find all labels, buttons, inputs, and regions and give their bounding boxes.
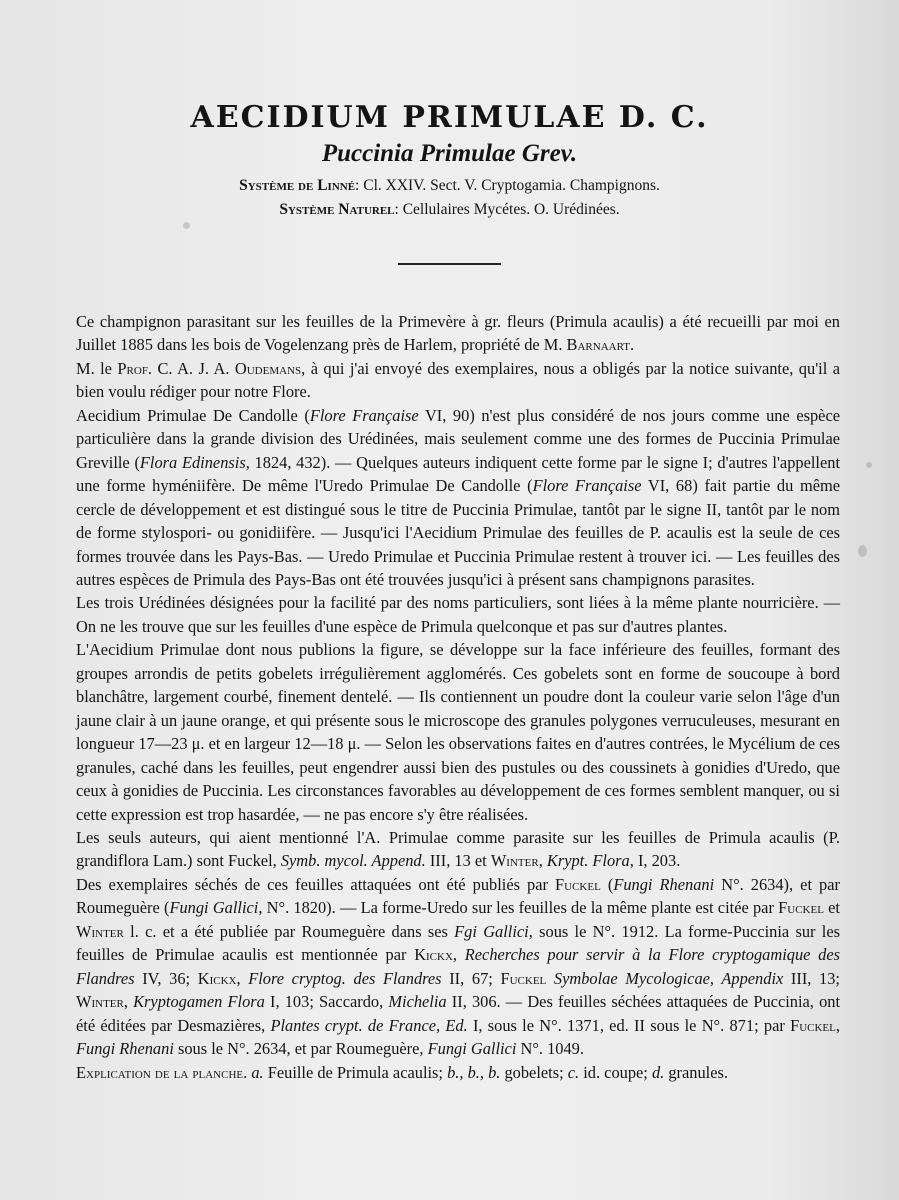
text-run: et <box>823 898 840 918</box>
text-run: Flore Française <box>309 405 419 425</box>
text-run: Fuckel <box>555 874 601 894</box>
text-run: Kickx <box>414 945 453 965</box>
text-run <box>546 969 554 988</box>
text-run: , sous le N°. 1912. La forme-Puccinia sur les feuilles de Primulae acaulis est mentionnée par <box>76 921 840 965</box>
paragraph <box>76 310 840 357</box>
text-run: , <box>835 1015 840 1035</box>
text-run: Fuckel <box>778 898 824 918</box>
text-run: Flora Edinensis <box>139 452 246 472</box>
text-run: granules. <box>664 1062 728 1082</box>
text-run: IV, 36; <box>134 968 198 988</box>
text-run: Kryptogamen Flora <box>133 992 265 1012</box>
text-run: d. <box>651 1062 665 1082</box>
text-run: c. <box>567 1062 580 1082</box>
paper-spot <box>183 222 190 229</box>
text-run: Fgi Gallici <box>454 921 529 941</box>
text-run: gobelets; <box>500 1062 568 1082</box>
naturel-value: : Cellulaires Mycétes. O. Urédinées. <box>394 201 620 218</box>
text-run: Fungi Rhenani <box>613 874 715 894</box>
text-run: , 1824, 432). — Quelques auteurs indiquent cette forme par le signe I; d'autres l'appellent une forme hyméniifère. De même l'Uredo Primulae De Candolle ( <box>76 452 840 496</box>
text-run: Recherches pour servir à la Flore cryptogamique des Flandres <box>76 945 840 988</box>
text-run: Symb. mycol. Append. <box>280 851 426 871</box>
text-run: , <box>452 945 465 965</box>
body-text <box>76 310 840 1084</box>
text-run: , N°. 1820). — La forme-Uredo sur les feuilles de la même plante est citée par <box>258 898 779 918</box>
text-run: III, 13; <box>783 968 840 988</box>
text-run: ( <box>600 874 614 894</box>
paragraph <box>76 404 840 592</box>
paper-spot <box>866 462 872 468</box>
text-run: I, 103; Saccardo, <box>264 992 389 1012</box>
text-run: Ce champignon parasitant sur les feuilles de la Primevère à gr. fleurs (Primula acaulis) a été recueilli par moi en Juillet 1885 dans les bois de Vogelenzang près de Harlem, propriété de M. <box>76 312 840 355</box>
text-run: Des exemplaires séchés de ces feuilles attaquées ont été publiés par <box>76 874 556 894</box>
text-run: , <box>538 851 547 871</box>
document-title: AECIDIUM PRIMULAE D. C. <box>190 100 709 135</box>
paragraph <box>76 873 840 1061</box>
text-run: Aecidium Primulae De Candolle ( <box>76 405 310 425</box>
text-run: Fungi Gallici <box>169 898 259 918</box>
paragraph <box>76 591 840 638</box>
text-run: Fuckel <box>790 1015 836 1035</box>
text-run: , I, 203. <box>629 851 681 871</box>
text-run: Symbolae Mycologicae, Appendix <box>553 968 784 988</box>
paragraph <box>76 1061 840 1084</box>
text-run: , <box>123 992 134 1012</box>
text-run: I, sous le N°. 1371, ed. II sous le N°. 871; par <box>467 1015 791 1035</box>
text-run: Flore cryptog. des Flandres <box>248 968 442 988</box>
text-run: Feuille de Primula acaulis; <box>263 1062 448 1082</box>
text-run: Les seuls auteurs, qui aient mentionné l'A. Primulae comme parasite sur les feuilles de Primula acaulis (P. grandiflora Lam.) sont Fuckel, <box>76 827 840 871</box>
text-run: Fuckel <box>500 968 547 988</box>
text-run: Explication de la planche. <box>76 1062 248 1082</box>
linne-classification <box>0 177 899 195</box>
text-run: Winter <box>76 921 124 941</box>
text-run: N°. 1049. <box>516 1039 584 1059</box>
text-run: II, 67; <box>441 968 501 988</box>
paragraph <box>76 638 840 826</box>
text-run: a. <box>251 1062 264 1082</box>
paper-spot <box>858 545 867 557</box>
text-run: l. c. et a été publiée par Roumeguère dans ses <box>123 921 455 941</box>
text-run: , <box>236 968 249 988</box>
linne-label: Système de Linné <box>239 177 356 194</box>
linne-value: : Cl. XXIV. Sect. V. Cryptogamia. Champignons. <box>355 177 660 194</box>
text-run: Prof. C. A. J. A. Oudemans <box>117 358 302 378</box>
text-run: VI, 68) fait partie du même cercle de développement et est distingué sous le titre de Puccinia Primulae, tantôt par le signe II, tantôt par le nom de forme stylospori- ou gonidiifère. — Jusqu'ici l'Aecidium Primulae des feuilles de P. acaulis est la seule de ces formes trouvée dans les Pays-Bas. — Uredo Primulae et Puccinia Primulae restent à trouver ici. — Les feuilles des autres espèces de Primula des Pays-Bas ont été trouvées jusqu'ici à présent sans champignons parasites. <box>76 476 841 589</box>
paragraph <box>76 357 840 404</box>
text-run: Fungi Gallici <box>427 1039 517 1059</box>
text-run: Les trois Urédinées désignées pour la facilité par des noms particuliers, sont liées à la même plante nourricière. — On ne les trouve que sur les feuilles d'une espèce de Primula quelconque et pas sur d'autres plantes. <box>76 593 840 636</box>
text-run: , à qui j'ai envoyé des exemplaires, nous a obligés par la notice suivante, qu'il a bien voulu rédiger pour notre Flore. <box>76 358 840 402</box>
text-run: III, 13 et <box>425 851 491 871</box>
text-run: b., b., b. <box>447 1062 501 1082</box>
text-run: Kickx <box>197 968 237 988</box>
document-subtitle: Puccinia Primulae Grev. <box>321 140 578 167</box>
paragraph <box>76 826 840 873</box>
text-run: L'Aecidium Primulae dont nous publions la figure, se développe sur la face inférieure des feuilles, formant des groupes arrondis de petits gobelets irrégulièrement agglomérés. Ces gobelets sont en forme de soucoupe à bord blanchâtre, largement courbé, finement dentelé. — Ils contiennent un poudre dont la couleur varie selon l'âge d'un jaune clair à un jaune orange, et qui présente sous le microscope des granules polygones verruculeuses, mesurant en longueur 17—23 μ. et en largeur 12—18 μ. — Selon les observations faites en d'autres contrées, le Mycélium de ces granules, caché dans les feuilles, peut engendrer aussi bien des pustules ou des coussinets à gonidies d'Uredo, que ceux à gonidies de Puccinia. Les circonstances favorables au développement de ces formes semblent manquer, ou si cette expression est trop hasardée, — ne pas encore s'y être réalisées. <box>76 640 840 824</box>
text-run: Flore Française <box>532 476 642 496</box>
title-divider <box>398 263 501 265</box>
text-run: Winter <box>490 851 539 871</box>
naturel-label: Système Naturel <box>279 201 395 218</box>
text-run: Winter <box>76 992 124 1012</box>
text-run: N°. 2634), et par Roumeguère ( <box>76 874 840 918</box>
text-run: id. coupe; <box>579 1062 652 1082</box>
text-run: Barnaart. <box>566 335 635 355</box>
text-run: Michelia <box>388 992 447 1012</box>
text-run: II, 306. — Des feuilles séchées attaquées de Puccinia, ont été éditées par Desmazières, <box>76 992 841 1035</box>
text-run: sous le N°. 2634, et par Roumeguère, <box>173 1039 428 1059</box>
text-run: Fungi Rhenani <box>76 1039 174 1059</box>
text-run: M. le <box>76 358 118 378</box>
text-run: Plantes crypt. de France, Ed. <box>270 1015 468 1035</box>
text-run: VI, 90) n'est plus considéré de nos jours comme une espèce particulière dans la grande division des Urédinées, mais seulement comme une des formes de Puccinia Primulae Greville ( <box>76 405 840 472</box>
text-run: Krypt. Flora <box>546 851 630 871</box>
natural-classification <box>0 201 899 219</box>
